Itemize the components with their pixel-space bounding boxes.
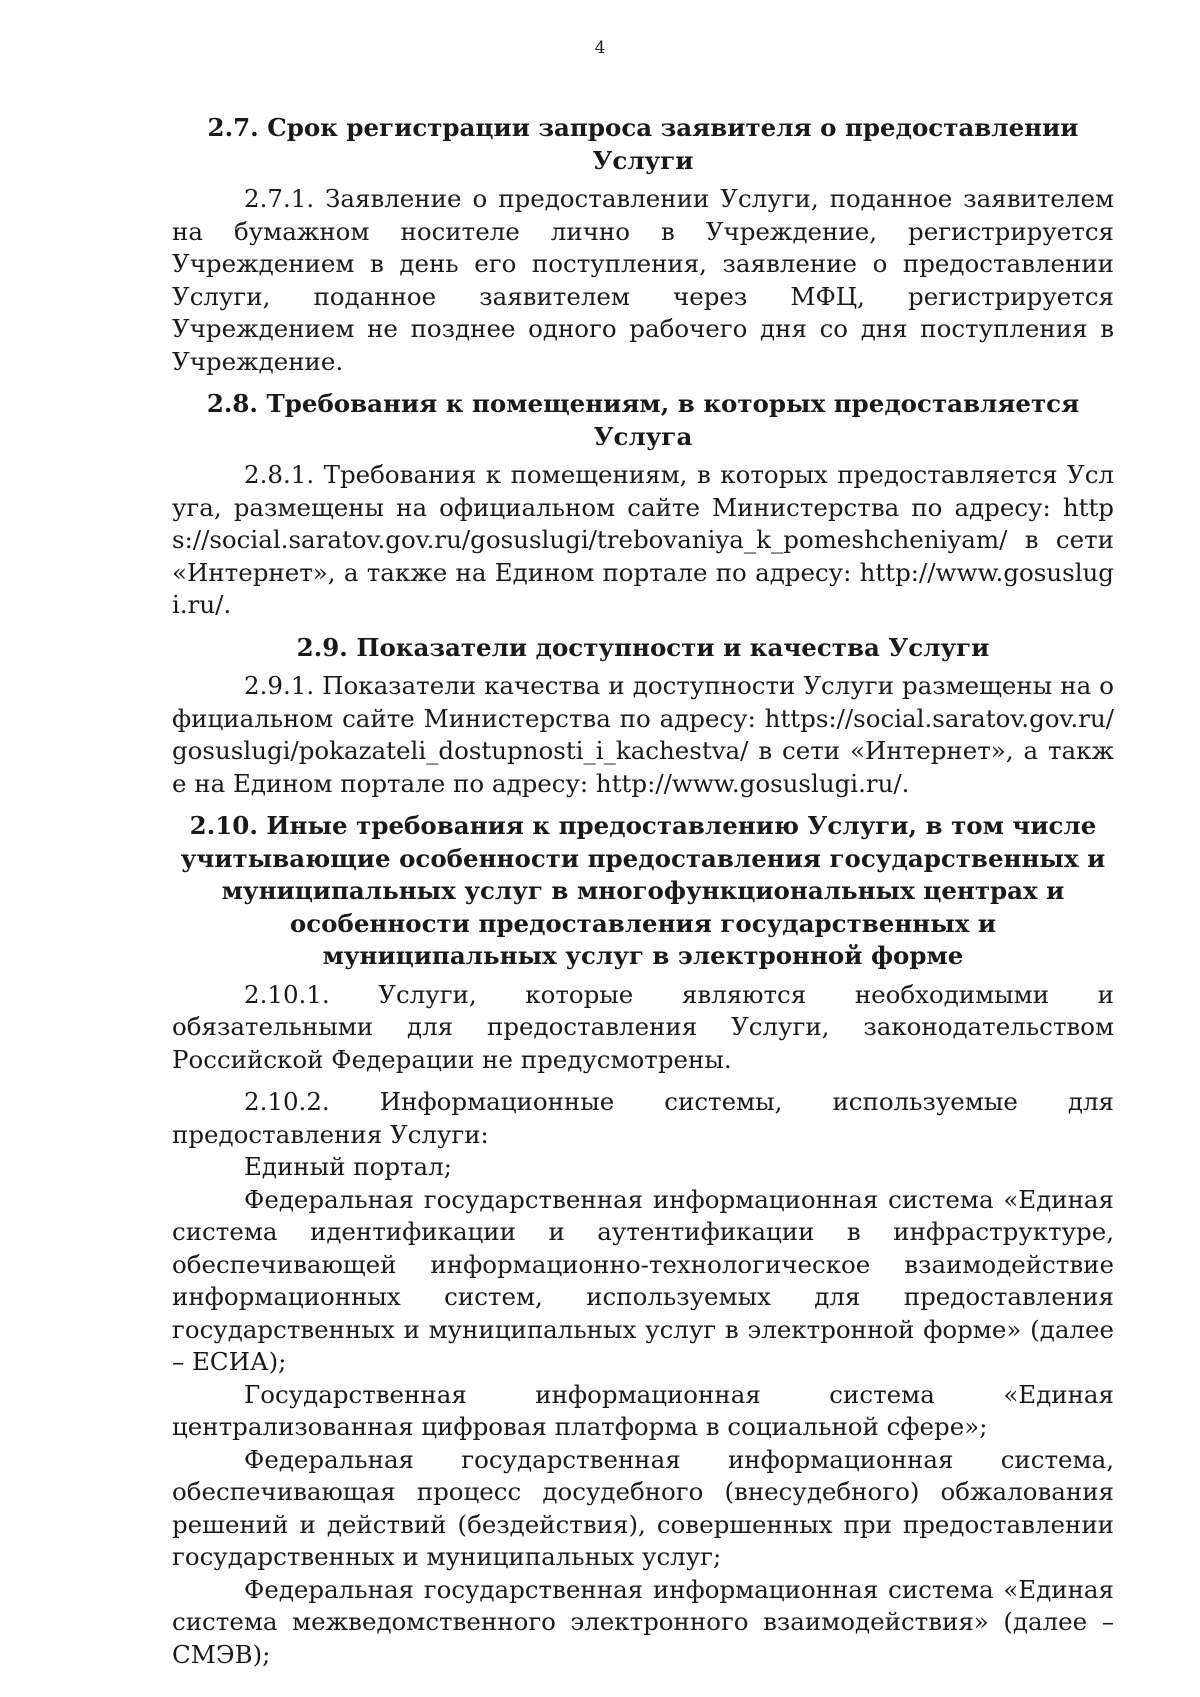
section-heading-2-7: 2.7. Срок регистрации запроса заявителя о предоставлении Услуги (207, 113, 1079, 175)
list-item-esia: Федеральная государственная информационная система «Единая система идентификации и аутентификации в инфраструктуре, обеспечивающей информационно-технологическое взаимодействие информационных систем, используемых для предоставления государственных и муниципальных услуг в электронной форме» (далее – ЕСИА); (172, 1184, 1114, 1376)
paragraph-2-8-1: 2.8.1. Требования к помещениям, в которых предоставляется Услуга, размещены на официальном сайте Министерства по адресу: https://social.saratov.gov.ru/gosuslugi/trebovaniya_k_pomeshcheniyam/ в сети «Интернет», а также на Едином портале по адресу: http://www.gosuslugi.ru/. (172, 460, 1114, 619)
page-number: 4 (594, 38, 606, 58)
paragraph-2-10-1: 2.10.1. Услуги, которые являются необходимыми и обязательными для предоставления Услуги, законодательством Российской Федерации не предусмотрены. (172, 979, 1114, 1074)
section-heading-2-9: 2.9. Показатели доступности и качества Услуги (296, 632, 990, 662)
list-item-appeal-system: Федеральная государственная информационная система, обеспечивающая процесс досудебного (внесудебного) обжалования решений и действий (бездействия), совершенных при предоставлении государственных и муниципальных услуг; (172, 1444, 1114, 1571)
document-body (172, 112, 1114, 1671)
paragraph-2-9-1: 2.9.1. Показатели качества и доступности Услуги размещены на официальном сайте Министерства по адресу: https://social.saratov.gov.ru/gosuslugi/pokazateli_dostupnosti_i_kachestva/ в сети «Интернет», а также на Едином портале по адресу: http://www.gosuslugi.ru/. (172, 671, 1114, 798)
paragraph-2-10-2: 2.10.2. Информационные системы, используемые для предоставления Услуги: (172, 1087, 1114, 1149)
list-item-smev: Федеральная государственная информационная система «Единая система межведомственного электронного взаимодействия» (далее – СМЭВ); (172, 1574, 1114, 1669)
list-item-social-platform: Государственная информационная система «Единая централизованная цифровая платформа в социальной сфере»; (172, 1379, 1114, 1441)
paragraph-2-7-1: 2.7.1. Заявление о предоставлении Услуги, поданное заявителем на бумажном носителе лично в Учреждение, регистрируется Учреждением в день его поступления, заявление о предоставлении Услуги, поданное заявителем через МФЦ, регистрируется Учреждением не позднее одного рабочего дня со дня поступления в Учреждение. (172, 184, 1114, 376)
list-item-unified-portal: Единый портал; (244, 1152, 452, 1181)
section-heading-2-8: 2.8. Требования к помещениям, в которых предоставляется Услуга (206, 389, 1080, 451)
section-heading-2-10: 2.10. Иные требования к предоставлению Услуги, в том числе учитывающие особенности предоставления государственных и муниципальных услуг в многофункциональных центрах и особенности предоставления государственных и муниципальных услуг в электронной форме (180, 811, 1106, 970)
